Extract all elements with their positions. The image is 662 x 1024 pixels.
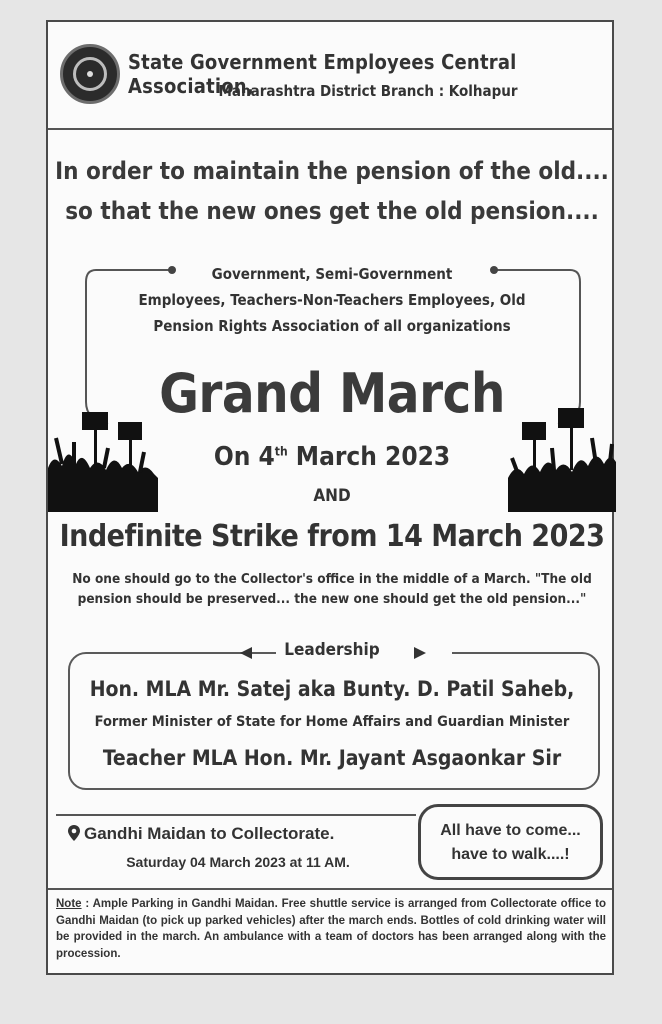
event-date: On 4th March 2023 — [213, 442, 451, 472]
note-divider — [48, 888, 612, 890]
callout-text — [421, 819, 600, 867]
and-connector: AND — [313, 486, 351, 506]
callout-line-2: have to walk....! — [451, 846, 570, 863]
organization-name: State Government Employees Central Association, — [128, 50, 517, 98]
callout-line-1: All have to come... — [440, 822, 581, 839]
association-logo — [60, 44, 120, 104]
note-body: : Ample Parking in Gandhi Maidan. Free shuttle service is arranged from Collectorate office to Gandhi Maidan (to pick up parked vehicles) after the march ends. Bottles of cold drinking water will be provided in the march. An ambulance with a team of doctors has been arranged along with the procession. — [56, 898, 606, 960]
callout-bubble — [418, 804, 603, 880]
organizations-line-1: Government, Semi-Government — [211, 265, 453, 283]
event-title: Grand March — [159, 362, 505, 425]
wheel-hub — [87, 71, 93, 77]
leadership-heading: Leadership — [284, 640, 380, 660]
leader-2-name: Teacher MLA Hon. Mr. Jayant Asgaonkar Sir — [102, 746, 562, 770]
leader-1-role: Former Minister of State for Home Affairs and Guardian Minister — [94, 714, 570, 730]
note-label: Note — [56, 898, 82, 910]
slogan-line-1: In order to maintain the pension of the old.... — [55, 157, 609, 185]
poster — [46, 20, 614, 975]
header-divider — [48, 128, 612, 130]
slogan-line-2: so that the new ones get the old pension.... — [65, 197, 599, 225]
strike-announcement: Indefinite Strike from 14 March 2023 — [59, 519, 605, 554]
note-text — [56, 896, 606, 962]
venue-route: Gandhi Maidan to Collectorate. — [68, 824, 428, 844]
venue-divider — [56, 814, 416, 816]
branch-name: Maharashtra District Branch : Kolhapur — [218, 82, 518, 100]
leader-1-name: Hon. MLA Mr. Satej aka Bunty. D. Patil Saheb, — [89, 677, 575, 701]
instruction-line-2: pension should be preserved... the new one should get the old pension..." — [77, 591, 587, 607]
instruction-line-1: No one should go to the Collector's office in the middle of a March. "The old — [72, 571, 592, 587]
location-pin-icon — [68, 825, 80, 841]
venue-datetime: Saturday 04 March 2023 at 11 AM. — [126, 854, 350, 870]
organizations-line-2: Employees, Teachers-Non-Teachers Employees, Old — [138, 291, 526, 309]
organizations-line-3: Pension Rights Association of all organizations — [153, 317, 511, 335]
